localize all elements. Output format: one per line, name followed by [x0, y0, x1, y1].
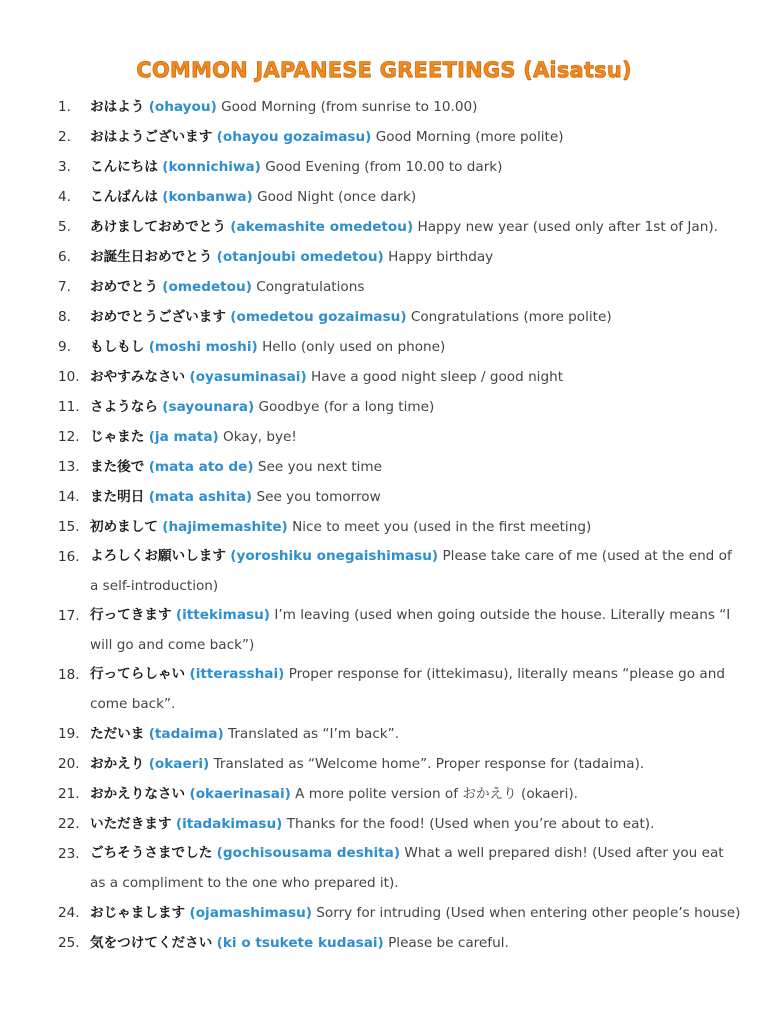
- list-item-number: 12.: [58, 429, 80, 445]
- list-item-number: 1.: [58, 99, 71, 115]
- romaji-text: (ojamashimasu): [189, 905, 312, 921]
- english-translation: Congratulations: [256, 279, 365, 295]
- japanese-text: おかえり: [90, 756, 145, 772]
- list-item-number: 9.: [58, 339, 71, 355]
- list-item-content: [90, 152, 738, 182]
- list-item: [0, 719, 768, 749]
- english-translation: Happy birthday: [388, 249, 494, 265]
- list-item-content: [90, 392, 738, 422]
- list-item-number: 20.: [58, 756, 80, 772]
- english-translation: Good Morning (more polite): [375, 129, 564, 145]
- japanese-text: 気をつけてください: [90, 935, 213, 951]
- romaji-text: (sayounara): [162, 399, 255, 415]
- japanese-text: また明日: [90, 489, 145, 505]
- romaji-text: (oyasuminasai): [189, 369, 307, 385]
- japanese-text: おめでとうございます: [90, 309, 226, 325]
- list-item: [0, 660, 768, 719]
- english-translation: Sorry for intruding (Used when entering other people’s house): [316, 905, 741, 921]
- list-item: [0, 749, 768, 779]
- list-item: [0, 809, 768, 839]
- japanese-text: さようなら: [90, 399, 158, 415]
- english-translation: Good Morning (from sunrise to 10.00): [221, 99, 478, 115]
- romaji-text: (otanjoubi omedetou): [216, 249, 384, 265]
- list-item-content: [90, 749, 738, 779]
- romaji-text: (ohayou): [148, 99, 217, 115]
- list-item: [0, 482, 768, 512]
- list-item-content: [90, 839, 738, 898]
- romaji-text: (akemashite omedetou): [230, 219, 414, 235]
- english-translation: Okay, bye!: [223, 429, 297, 445]
- romaji-text: (ohayou gozaimasu): [216, 129, 372, 145]
- english-translation: Translated as “I’m back”.: [228, 726, 400, 742]
- list-item: [0, 122, 768, 152]
- list-item-content: [90, 422, 738, 452]
- english-translation: I’m leaving (used when going outside the house. Literally means “I will go and come back”): [90, 607, 731, 653]
- list-item-number: 19.: [58, 726, 80, 742]
- english-translation: Nice to meet you (used in the first meeting): [292, 519, 592, 535]
- list-item-number: 25.: [58, 935, 80, 951]
- japanese-text: 行ってきます: [90, 607, 172, 623]
- list-item-number: 5.: [58, 219, 71, 235]
- japanese-text: こんにちは: [90, 159, 158, 175]
- list-item-content: [90, 362, 738, 392]
- romaji-text: (ja mata): [148, 429, 219, 445]
- japanese-text: 行ってらしゃい: [90, 666, 186, 682]
- list-item-number: 3.: [58, 159, 71, 175]
- list-item-content: [90, 92, 738, 122]
- list-item-content: [90, 809, 738, 839]
- english-translation: Happy new year (used only after 1st of Jan).: [417, 219, 718, 235]
- english-translation: Please be careful.: [388, 935, 509, 951]
- list-item-content: [90, 122, 738, 152]
- english-translation: Good Night (once dark): [257, 189, 417, 205]
- japanese-text: おはようございます: [90, 129, 213, 145]
- list-item: [0, 182, 768, 212]
- english-translation: Good Evening (from 10.00 to dark): [265, 159, 503, 175]
- list-item-content: [90, 660, 738, 719]
- list-item: [0, 272, 768, 302]
- romaji-text: (hajimemashite): [162, 519, 288, 535]
- list-item: [0, 452, 768, 482]
- romaji-text: (itadakimasu): [175, 816, 283, 832]
- romaji-text: (tadaima): [148, 726, 224, 742]
- list-item: [0, 601, 768, 660]
- list-item-content: [90, 779, 738, 809]
- page-title: COMMON JAPANESE GREETINGS (Aisatsu): [136, 58, 632, 82]
- romaji-text: (okaeri): [148, 756, 210, 772]
- list-item-number: 24.: [58, 905, 80, 921]
- english-translation: What a well prepared dish! (Used after you eat as a compliment to the one who prepared it).: [90, 845, 724, 891]
- list-item-number: 18.: [58, 667, 80, 683]
- list-item: [0, 542, 768, 601]
- japanese-text: また後で: [90, 459, 145, 475]
- english-translation: Please take care of me (used at the end of a self-introduction): [90, 548, 732, 594]
- list-item-number: 15.: [58, 519, 80, 535]
- romaji-text: (gochisousama deshita): [216, 845, 401, 861]
- romaji-text: (yoroshiku onegaishimasu): [230, 548, 439, 564]
- romaji-text: (okaerinasai): [189, 786, 291, 802]
- list-item-number: 4.: [58, 189, 71, 205]
- english-translation: A more polite version of おかえり (okaeri).: [295, 786, 578, 802]
- japanese-text: おやすみなさい: [90, 369, 186, 385]
- list-item-content: [90, 898, 741, 928]
- japanese-text: おかえりなさい: [90, 786, 186, 802]
- list-item: [0, 242, 768, 272]
- japanese-text: おはよう: [90, 99, 145, 115]
- list-item: [0, 422, 768, 452]
- list-item: [0, 928, 768, 958]
- english-translation: Congratulations (more polite): [410, 309, 612, 325]
- list-item-content: [90, 182, 738, 212]
- romaji-text: (konbanwa): [162, 189, 253, 205]
- list-item-content: [90, 212, 738, 242]
- list-item: [0, 512, 768, 542]
- list-item-content: [90, 332, 738, 362]
- list-item-content: [90, 542, 738, 601]
- list-item: [0, 898, 768, 928]
- list-item-number: 11.: [58, 399, 80, 415]
- english-translation: Have a good night sleep / good night: [310, 369, 564, 385]
- japanese-text: お誕生日おめでとう: [90, 249, 213, 265]
- list-item-number: 22.: [58, 816, 80, 832]
- japanese-text: あけましておめでとう: [90, 219, 226, 235]
- list-item-number: 21.: [58, 786, 80, 802]
- list-item-number: 17.: [58, 608, 80, 624]
- romaji-text: (mata ato de): [148, 459, 254, 475]
- list-item: [0, 332, 768, 362]
- list-item: [0, 779, 768, 809]
- list-item: [0, 302, 768, 332]
- list-item: [0, 92, 768, 122]
- english-translation: Goodbye (for a long time): [258, 399, 435, 415]
- romaji-text: (omedetou gozaimasu): [230, 309, 407, 325]
- english-translation: See you tomorrow: [256, 489, 381, 505]
- japanese-text: おじゃまします: [90, 905, 186, 921]
- list-item: [0, 839, 768, 898]
- list-item-number: 7.: [58, 279, 71, 295]
- romaji-text: (omedetou): [162, 279, 252, 295]
- list-item: [0, 392, 768, 422]
- romaji-text: (mata ashita): [148, 489, 253, 505]
- japanese-text: 初めまして: [90, 519, 158, 535]
- list-item-content: [90, 512, 738, 542]
- list-item-content: [90, 452, 738, 482]
- list-item-content: [90, 601, 738, 660]
- list-item-content: [90, 482, 738, 512]
- list-item-number: 16.: [58, 549, 80, 565]
- list-item-number: 8.: [58, 309, 71, 325]
- list-item: [0, 362, 768, 392]
- romaji-text: (ittekimasu): [175, 607, 270, 623]
- list-item-content: [90, 928, 738, 958]
- english-translation: Hello (only used on phone): [262, 339, 446, 355]
- list-item-number: 6.: [58, 249, 71, 265]
- list-item: [0, 152, 768, 182]
- japanese-text: おめでとう: [90, 279, 158, 295]
- list-item-content: [90, 302, 738, 332]
- list-item-content: [90, 719, 738, 749]
- english-translation: Thanks for the food! (Used when you’re about to eat).: [286, 816, 655, 832]
- list-item-number: 10.: [58, 369, 80, 385]
- romaji-text: (itterasshai): [189, 666, 285, 682]
- english-translation: See you next time: [257, 459, 383, 475]
- english-translation: Proper response for (ittekimasu), literally means “please go and come back”.: [90, 666, 725, 712]
- list-item-number: 23.: [58, 846, 80, 862]
- list-item-number: 2.: [58, 129, 71, 145]
- list-item-content: [90, 272, 738, 302]
- romaji-text: (konnichiwa): [162, 159, 261, 175]
- romaji-text: (ki o tsukete kudasai): [216, 935, 384, 951]
- japanese-text: こんばんは: [90, 189, 158, 205]
- list-item-number: 14.: [58, 489, 80, 505]
- japanese-text: もしもし: [90, 339, 145, 355]
- japanese-text: ただいま: [90, 726, 145, 742]
- japanese-text: じゃまた: [90, 429, 145, 445]
- romaji-text: (moshi moshi): [148, 339, 258, 355]
- list-item-content: [90, 242, 738, 272]
- list-item: [0, 212, 768, 242]
- japanese-text: よろしくお願いします: [90, 548, 226, 564]
- greetings-list: [0, 92, 768, 958]
- japanese-text: いただきます: [90, 816, 172, 832]
- english-translation: Translated as “Welcome home”. Proper response for (tadaima).: [213, 756, 645, 772]
- japanese-text: ごちそうさまでした: [90, 845, 213, 861]
- list-item-number: 13.: [58, 459, 80, 475]
